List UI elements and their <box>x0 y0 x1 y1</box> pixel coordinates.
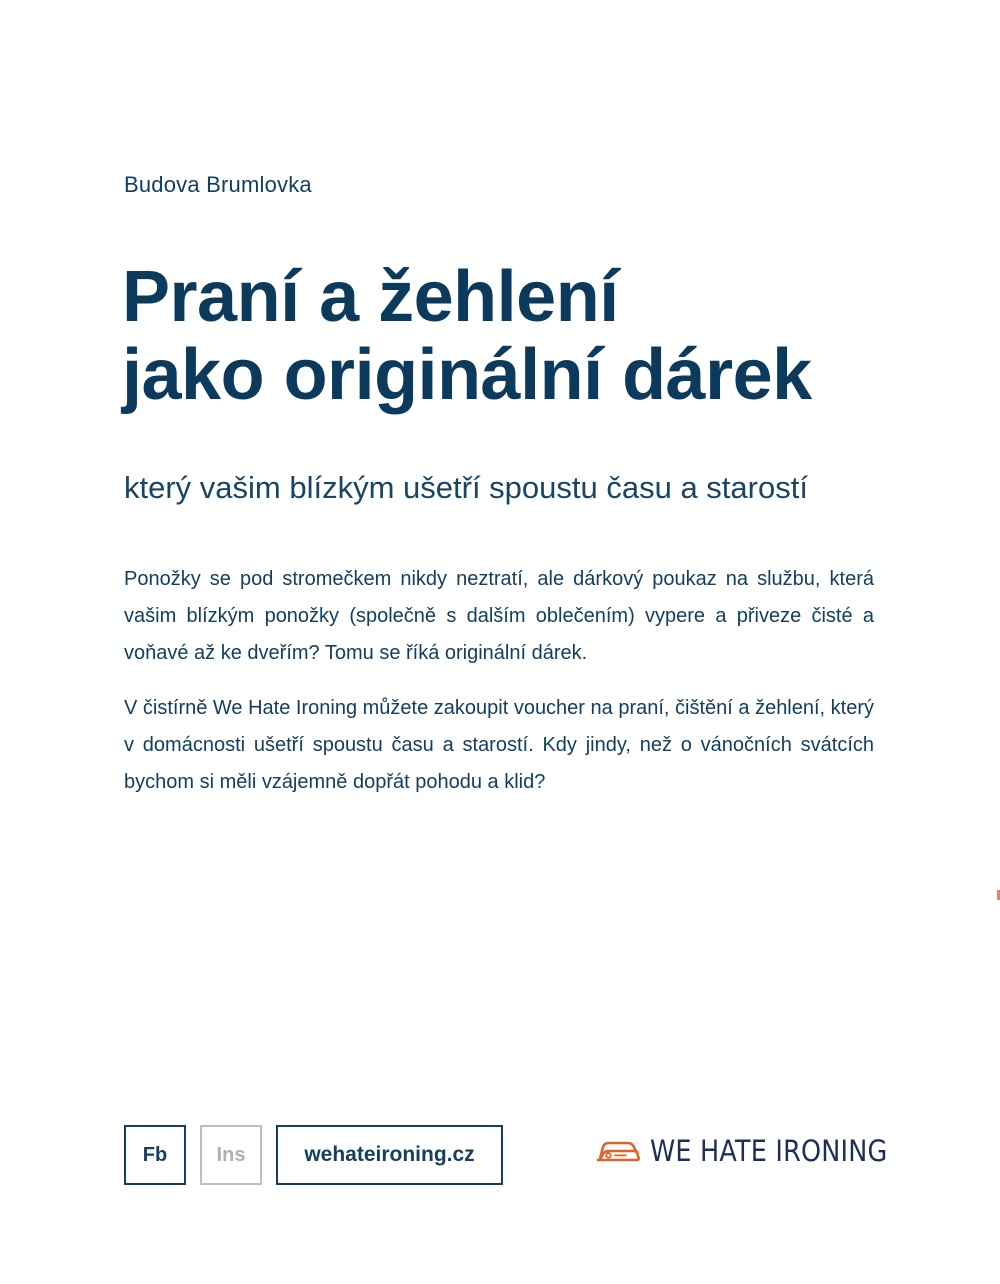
page-title-line-1: Praní a žehlení <box>122 257 619 337</box>
page-title-line-2: jako originální dárek <box>122 335 812 415</box>
website-link-button[interactable]: wehateironing.cz <box>276 1125 503 1185</box>
page-subtitle: který vašim blízkým ušetří spoustu času a starostí <box>124 470 808 505</box>
instagram-link-button[interactable]: Ins <box>200 1125 262 1185</box>
brand-name: WE HATE IRONING <box>650 1134 888 1168</box>
footer-links <box>124 1125 503 1185</box>
body-copy <box>124 561 874 819</box>
brand-logo <box>595 1134 920 1168</box>
intro-paragraph: Ponožky se pod stromečkem nikdy neztratí, ale dárkový poukaz na službu, která vašim blízkým ponožky (společně s dalším oblečením) vypere a přiveze čisté a voňavé až ke dveřím? Tomu se říká originální dárek. <box>124 568 874 664</box>
location-kicker: Budova Brumlovka <box>124 172 312 197</box>
page-title <box>122 258 942 414</box>
iron-icon <box>595 1137 641 1165</box>
facebook-link-button[interactable]: Fb <box>124 1125 186 1185</box>
voucher-paragraph: V čistírně We Hate Ironing můžete zakoupit voucher na praní, čištění a žehlení, který v domácnosti ušetří spoustu času a starostí. Kdy jindy, než o vánočních svátcích bychom si měli vzájemně dopřát pohodu a klid? <box>124 697 875 793</box>
